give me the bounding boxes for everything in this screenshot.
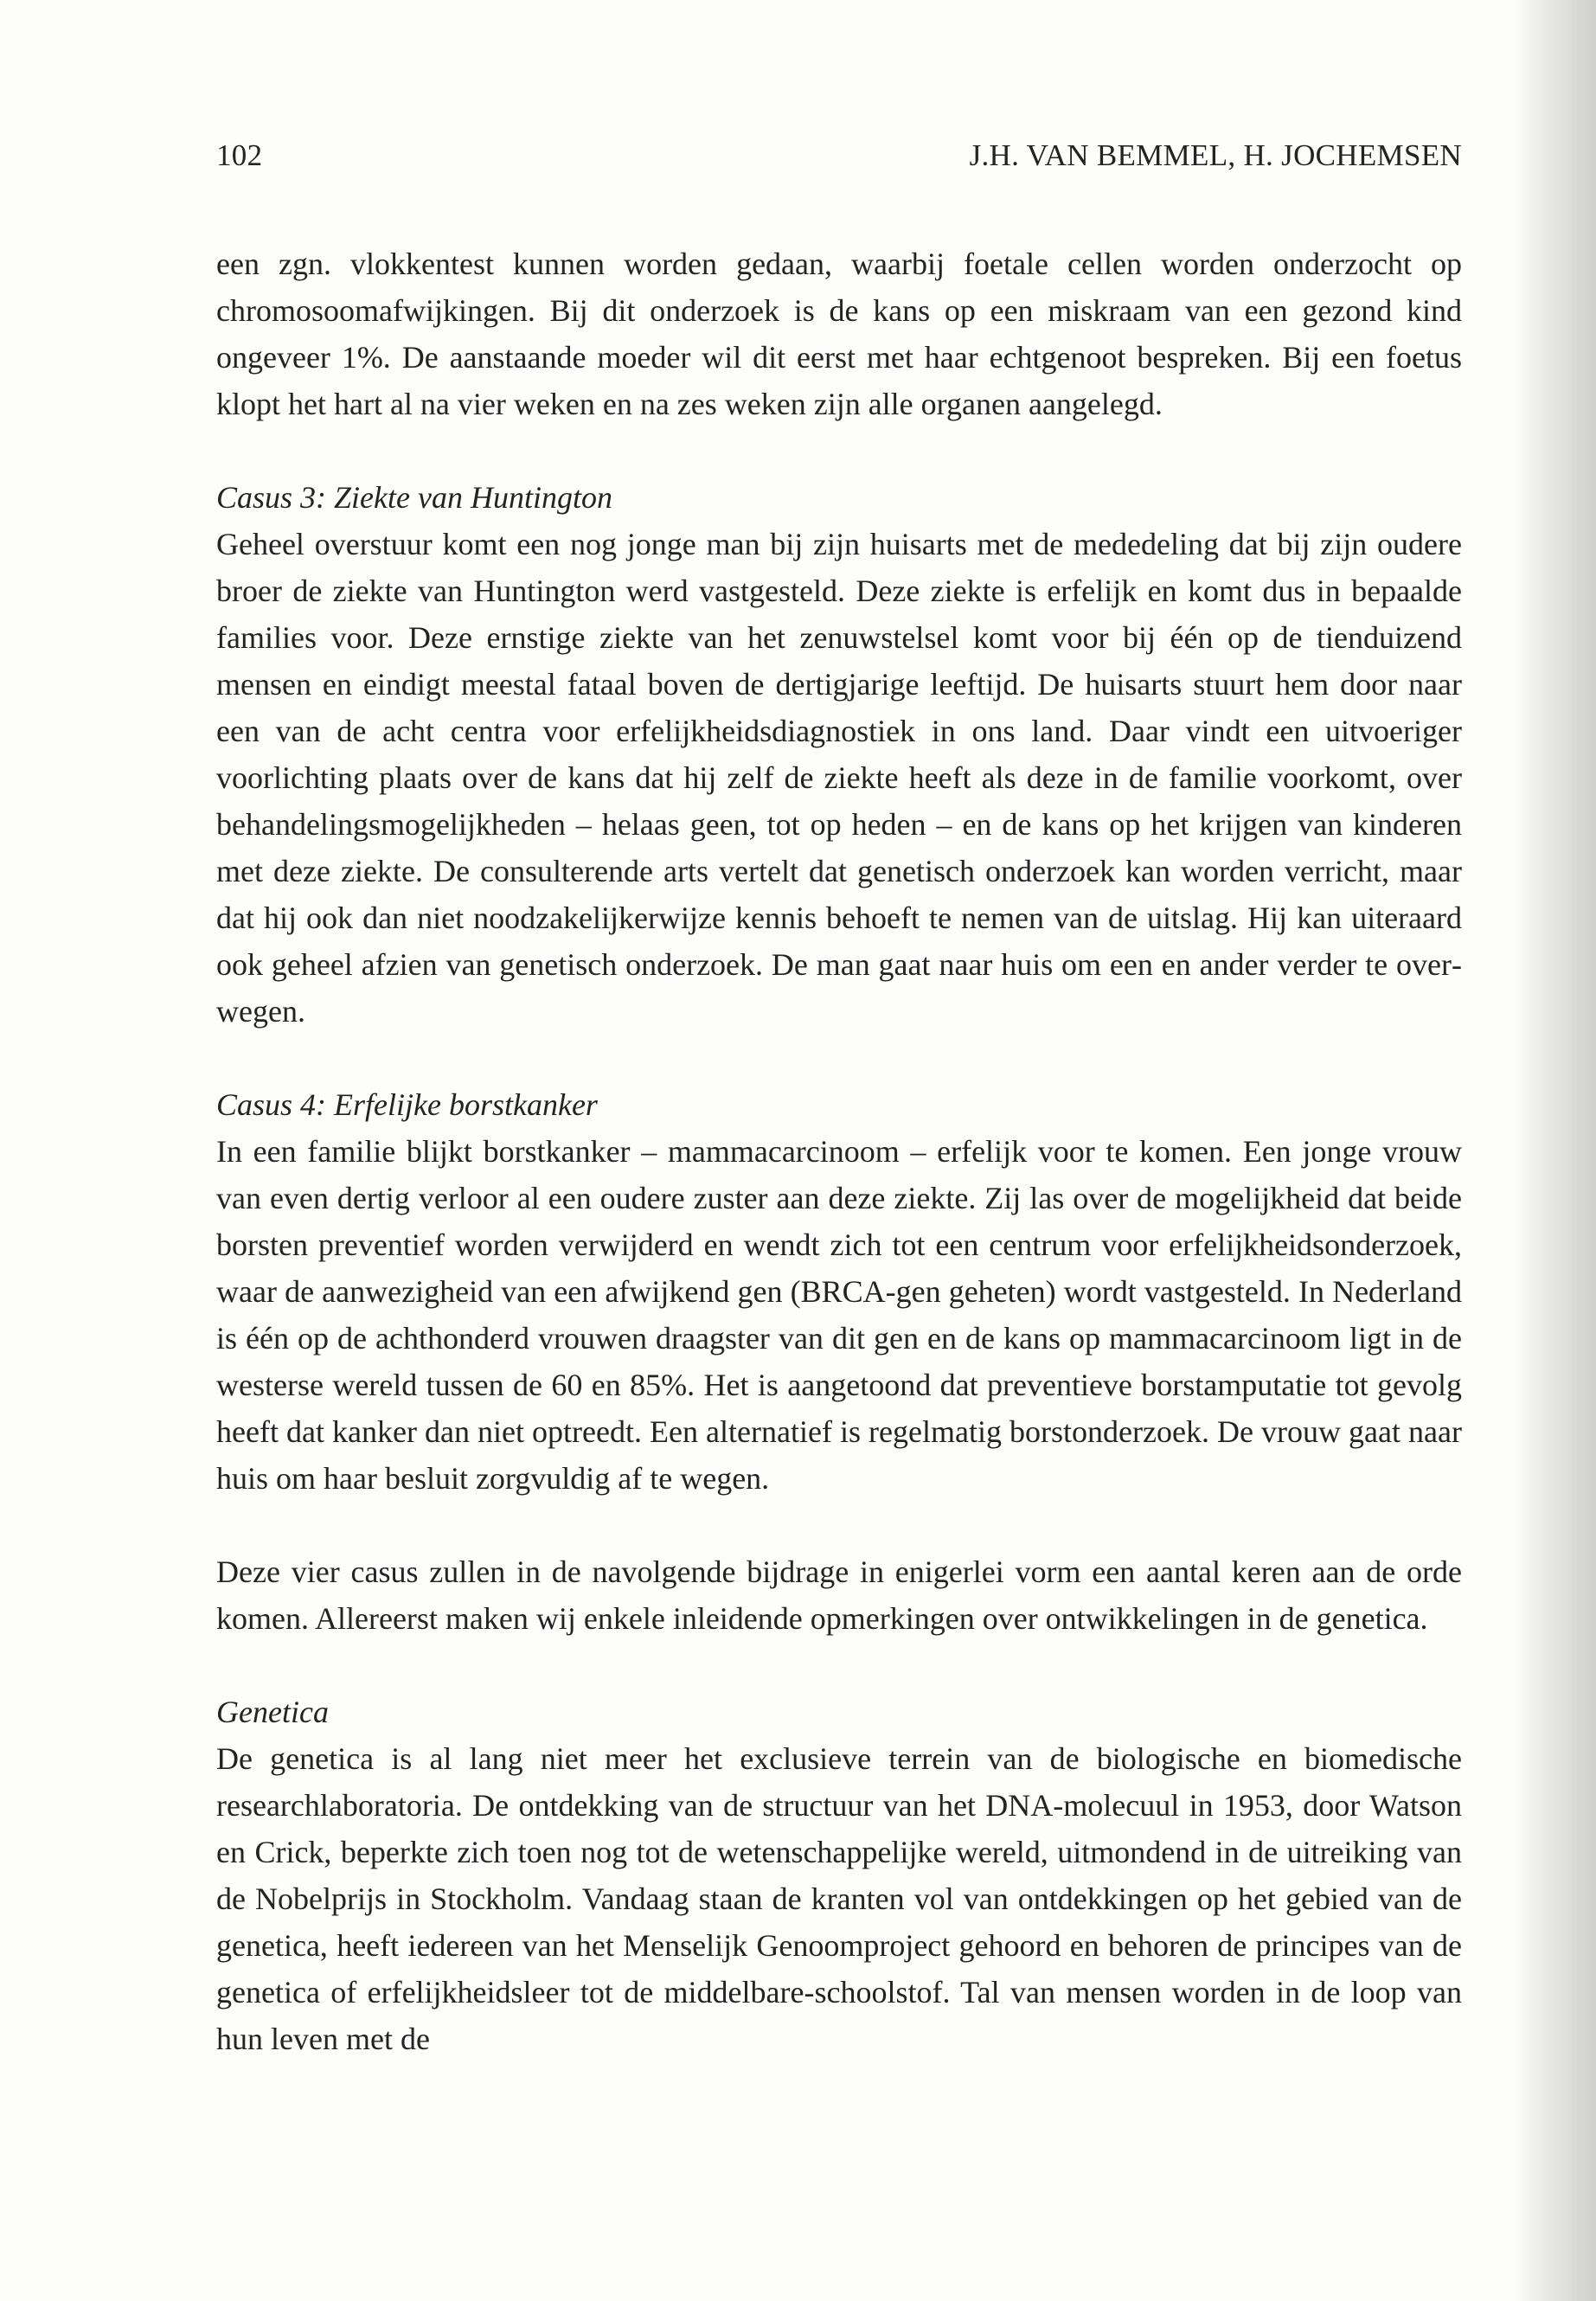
genetica-paragraph: De genetica is al lang niet meer het exclusieve terrein van de biologische en biomedische researchlaboratoria. De ontdekking van de structuur van het DNA-molecuul in 1953, door Watson en Crick, beperkte zich toen nog tot de wetenschappelijke wereld, uitmondend in de uitreiking van de Nobelprijs in Stockholm. Vandaag staan de kranten vol van ontdekkingen op het gebied van de genetica, heeft iedereen van het Menselijk Genoomproject gehoord en behoren de principes van de genetica of erfelijkheidsleer tot de middelbare-schoolstof. Tal van mensen worden in de loop van hun leven met de [216, 1741, 1462, 2056]
casus3-paragraph: Geheel overstuur komt een nog jonge man bij zijn huisarts met de mededeling dat bij zijn oudere broer de ziekte van Huntington werd vastgesteld. Deze ziekte is erfelijk en komt dus in bepaalde families voor. Deze ernstige ziekte van het zenuwstelsel komt voor bij één op de tienduizend mensen en eindigt meestal fataal boven de dertigjarige leeftijd. De huisarts stuurt hem door naar een van de acht centra voor erfelijkheidsdiagnostiek in ons land. Daar vindt een uitvoeriger voorlichting plaats over de kans dat hij zelf de ziekte heeft als deze in de familie voorkomt, over behandelingsmogelijkheden – helaas geen, tot op heden – en de kans op het krijgen van kinderen met deze ziekte. De consulterende arts vertelt dat genetisch onderzoek kan worden verricht, maar dat hij ook dan niet noodzakelijkerwijze kennis behoeft te nemen van de uitslag. Hij kan uiteraard ook geheel afzien van genetisch onderzoek. De man gaat naar huis om een en ander verder te overwegen. [216, 527, 1462, 1029]
paragraph-gap [216, 1502, 1462, 1548]
genetica-heading: Genetica [216, 1695, 329, 1729]
intro-paragraph: een zgn. vlokkentest kunnen worden gedaan, waarbij foetale cellen worden onderzocht op chromosoomafwijkingen. Bij dit onderzoek is de kans op een miskraam van een gezond kind ongeveer 1%. De aanstaande moeder wil dit eerst met haar echtgenoot bespreken. Bij een foetus klopt het hart al na vier weken en na zes weken zijn alle organen aangelegd. [216, 247, 1462, 421]
page-header [216, 138, 1462, 187]
paragraph-gap [216, 427, 1462, 474]
page-number: 102 [216, 138, 263, 172]
summary-paragraph: Deze vier casus zullen in de navolgende bijdrage in enigerlei vorm een aantal keren aan de orde komen. Allereerst maken wij enkele inleidende opmerkingen over ontwikkelingen in de genetica. [216, 1554, 1462, 1636]
casus3-heading: Casus 3: Ziekte van Huntington [216, 480, 612, 515]
casus4-paragraph: In een familie blijkt borstkanker – mammacarcinoom – erfelijk voor te komen. Een jonge vrouw van even dertig verloor al een oudere zuster aan deze ziekte. Zij las over de mogelijkheid dat beide borsten preventief worden verwijderd en wendt zich tot een centrum voor erfelijkheidsonderzoek, waar de aanwezigheid van een afwijkend gen (BRCA-gen geheten) wordt vastgesteld. In Nederland is één op de achthonderd vrouwen draagster van dit gen en de kans op mammacarcinoom ligt in de westerse wereld tussen de 60 en 85%. Het is aangetoond dat preventieve borstamputatie tot gevolg heeft dat kanker dan niet optreedt. Een alternatief is regelmatig borstonderzoek. De vrouw gaat naar huis om haar besluit zorgvuldig af te wegen. [216, 1134, 1462, 1496]
paragraph-gap [216, 1642, 1462, 1689]
page-edge-shadow [1514, 0, 1596, 2301]
body-text [216, 240, 1462, 2062]
casus4-heading: Casus 4: Erfelijke borstkanker [216, 1087, 598, 1122]
running-head: J.H. VAN BEMMEL, H. JOCHEMSEN [969, 138, 1462, 172]
paragraph-gap [216, 1035, 1462, 1081]
